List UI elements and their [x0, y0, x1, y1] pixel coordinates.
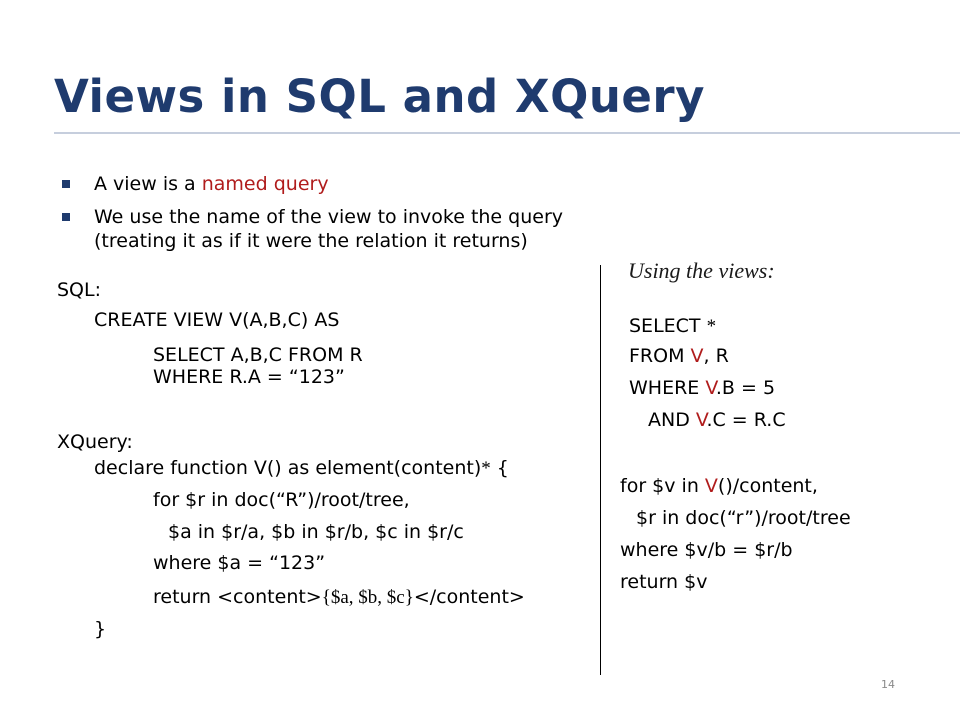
xquery-for-line: for $r in doc(“R”)/root/tree,: [153, 489, 410, 511]
sql-label: SQL:: [57, 279, 102, 301]
xquery-vars-line: $a in $r/a, $b in $r/b, $c in $r/c: [168, 521, 464, 543]
xquery-label: XQuery:: [57, 431, 133, 453]
slide-title: Views in SQL and XQuery: [54, 70, 705, 123]
bullet-text: (treating it as if it were the relation it returns): [94, 230, 528, 252]
sql-select-line: SELECT A,B,C FROM R: [153, 344, 363, 366]
using-xquery-where: where $v/b = $r/b: [620, 539, 793, 561]
using-sql-where: WHERE V.B = 5: [629, 377, 776, 399]
bullet-square-icon: [62, 213, 70, 221]
column-divider: [600, 265, 601, 675]
xquery-return-line: return <content>{$a, $b, $c}</content>: [153, 586, 525, 608]
page-number: 14: [881, 678, 895, 691]
xquery-declare-line: declare function V() as element(content)* {: [94, 457, 509, 479]
star-symbol: *: [481, 458, 491, 479]
using-xquery-for: for $v in V()/content,: [620, 475, 818, 497]
xquery-close-brace: }: [94, 618, 107, 640]
using-xquery-doc: $r in doc(“r”)/root/tree: [636, 507, 851, 529]
bullet-text: We use the name of the view to invoke the query: [94, 206, 564, 228]
title-underline: [54, 132, 960, 134]
xquery-where-line: where $a = “123”: [153, 552, 326, 574]
sql-create-line: CREATE VIEW V(A,B,C) AS: [94, 309, 340, 331]
sql-where-line: WHERE R.A = “123”: [153, 366, 345, 388]
using-sql-from: FROM V, R: [629, 345, 729, 367]
bullet-highlight: named query: [201, 173, 329, 195]
bullet-square-icon: [62, 180, 70, 188]
using-sql-and: AND V.C = R.C: [648, 409, 786, 431]
using-xquery-return: return $v: [620, 571, 708, 593]
bullet-text: A view is a: [94, 173, 202, 195]
using-caption: Using the views:: [628, 258, 775, 283]
star-symbol: *: [706, 316, 717, 337]
using-sql-select: SELECT *: [629, 315, 717, 337]
